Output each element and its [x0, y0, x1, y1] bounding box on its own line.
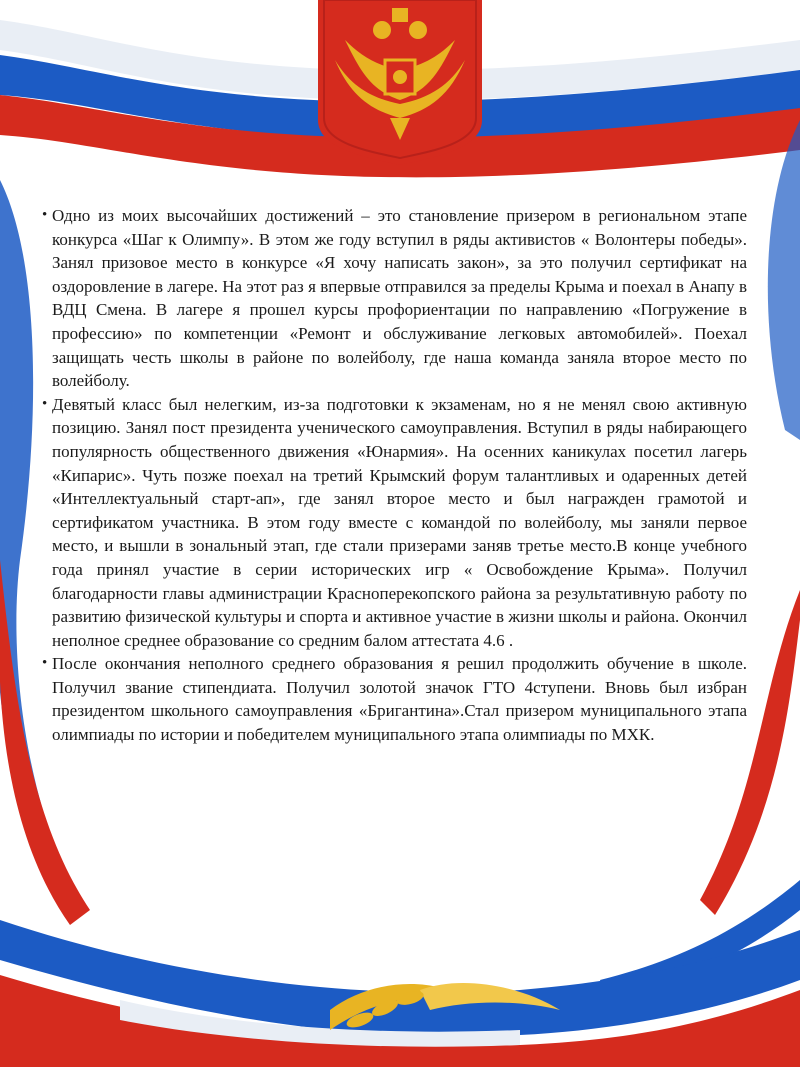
paragraph-2: • Девятый класс был нелегким, из-за подготовки к экзаменам, но я не менял свою активную позицию. Занял пост президента ученического самоуправления. Вступил в ряды набирающего популярность общественного движения «Юнармия». На осенних каникулах посетил лагерь «Кипарис». Чуть позже поехал на третий Крымский форум талантливых и одаренных детей «Интеллектуальный старт-ап», где занял второе место и был награжден грамотой и сертификатом участника. В этом году вместе с командой по волейболу, мы заняли первое место, и вышли в зональный этап, где стали призерами заняв третье место.В конце учебного года принял участие в серии исторических игр « Освобождение Крыма». Получил благодарности главы администрации Красноперекопского района за результативную работу по развитию физической культуры и спорта и активное участие в жизни школы и района. Окончил неполное среднее образование со средним балом аттестата 4.6 .: [52, 393, 747, 653]
achievements-text: [52, 204, 747, 747]
paragraph-3: • После окончания неполного среднего образования я решил продолжить обучение в школе. Получил звание стипендиата. Получил золотой значок ГТО 4ступени. Вновь был избран президентом школьного самоуправления «Бригантина».Стал призером муниципального этапа олимпиады по истории и победителем муниципального этапа олимпиады по МХК.: [52, 652, 747, 746]
paragraph-1: • Одно из моих высочайших достижений – это становление призером в региональном этапе конкурса «Шаг к Олимпу». В этом же году вступил в ряды активистов « Волонтеры победы». Занял призовое место в конкурсе «Я хочу написать закон», за это получил сертификат на оздоровление в лагере. На этот раз я впервые отправился за пределы Крыма и поехал в Анапу в ВДЦ Смена. В лагере я прошел курсы профориентации по направлению «Погружение в профессию» по компетенции «Ремонт и обслуживание легковых автомобилей». Поехал защищать честь школы в районе по волейболу, где наша команда заняла второе место по волейболу.: [52, 204, 747, 393]
russian-coat-of-arms-icon: [318, 0, 482, 165]
